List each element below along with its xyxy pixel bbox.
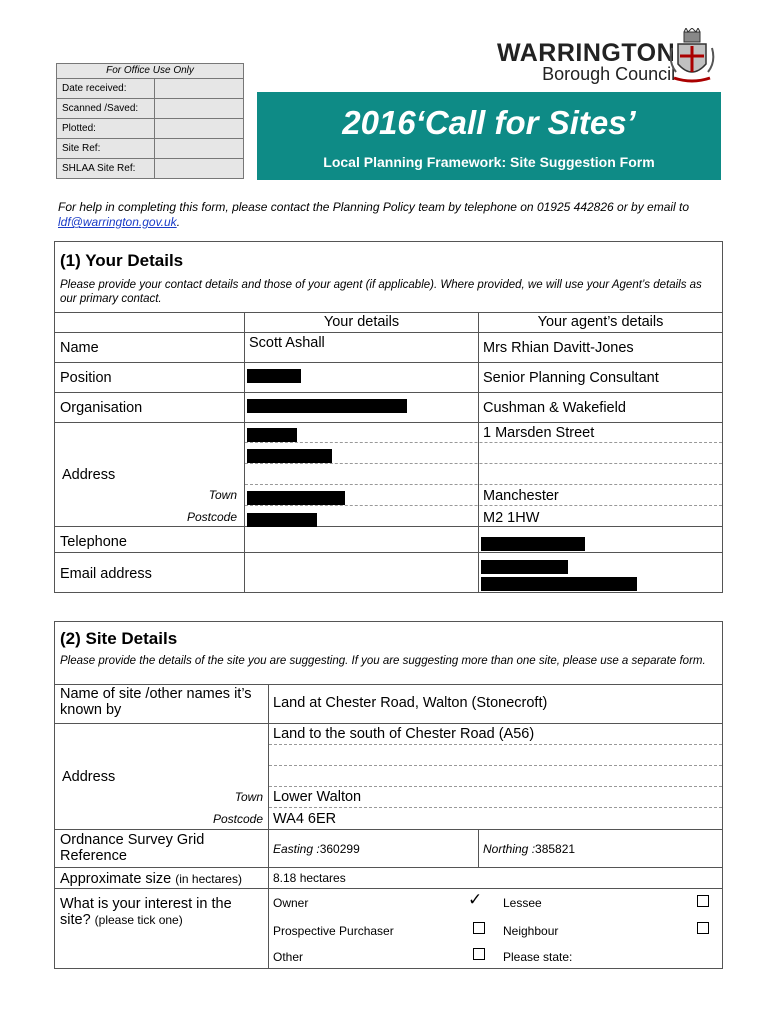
- label-approx-size: [60, 871, 242, 887]
- site-town-value[interactable]: Lower Walton: [273, 789, 362, 805]
- northing-value: 385821: [535, 842, 576, 856]
- option-prospective-label: Prospective Purchaser: [273, 924, 394, 938]
- label-interest-hint: (please tick one): [94, 913, 183, 927]
- label-site-postcode: Postcode: [212, 812, 263, 826]
- col-agent-details: Your agent’s details: [537, 314, 664, 330]
- office-row: [57, 79, 243, 99]
- site-details-section: [54, 621, 723, 969]
- office-row-value[interactable]: [155, 119, 243, 138]
- section2-description: Please provide the details of the site you are suggesting. If you are suggesting more than one site, please use a separate form.: [60, 655, 706, 667]
- col-your-details: Your details: [323, 314, 400, 330]
- section2-title: (2) Site Details: [60, 629, 178, 648]
- office-row-value[interactable]: [155, 159, 243, 178]
- office-row: [57, 119, 243, 139]
- label-telephone: Telephone: [60, 534, 127, 550]
- label-town: Town: [208, 488, 237, 502]
- label-interest: [60, 896, 265, 928]
- help-email-link[interactable]: ldf@warrington.gov.uk: [58, 215, 177, 229]
- site-name-value[interactable]: Land at Chester Road, Walton (Stonecroft): [273, 695, 548, 711]
- label-name: Name: [60, 340, 99, 356]
- help-text: [58, 200, 708, 230]
- option-owner-label: Owner: [273, 896, 309, 910]
- office-row-label: Plotted:: [57, 119, 155, 138]
- label-position: Position: [60, 370, 112, 386]
- label-site-name: Name of site /other names it’s known by: [60, 686, 252, 718]
- label-grid-reference: Ordnance Survey Grid Reference: [60, 832, 205, 864]
- option-other-label: Other: [273, 950, 304, 964]
- office-row: [57, 139, 243, 159]
- redacted-agent-email-1: [481, 560, 568, 574]
- council-logo: [497, 40, 675, 83]
- office-row: [57, 99, 243, 119]
- label-address: Address: [62, 467, 116, 483]
- label-email: Email address: [60, 566, 152, 582]
- redacted-agent-telephone: [481, 537, 585, 551]
- label-approx-size-unit: (in hectares): [175, 872, 242, 886]
- office-row-value[interactable]: [155, 139, 243, 158]
- option-neighbour-label: Neighbour: [503, 924, 559, 938]
- label-postcode: Postcode: [186, 510, 237, 524]
- logo-line2: Borough Council: [542, 64, 676, 84]
- section1-title: (1) Your Details: [60, 251, 184, 270]
- your-details-section: [54, 241, 723, 593]
- redacted-agent-email-2: [481, 577, 637, 591]
- redacted-your-organisation: [247, 399, 407, 413]
- checkmark-icon[interactable]: ✓: [468, 890, 483, 909]
- agent-town-value[interactable]: Manchester: [483, 488, 559, 504]
- redacted-your-address-1: [247, 428, 297, 442]
- other-checkbox[interactable]: [473, 948, 485, 960]
- prospective-purchaser-checkbox[interactable]: [473, 922, 485, 934]
- agent-organisation-value[interactable]: Cushman & Wakefield: [483, 400, 626, 416]
- redacted-your-town: [247, 491, 345, 505]
- logo-line1: WARRINGTON: [497, 39, 676, 67]
- office-row-value[interactable]: [155, 79, 243, 98]
- office-use-table: [56, 63, 244, 179]
- section1-description: Please provide your contact details and those of your agent (if applicable). Where provided, we will use your Agent’s details as our primary contact.: [60, 279, 702, 305]
- agent-address-line1[interactable]: 1 Marsden Street: [483, 425, 595, 441]
- office-row-label: SHLAA Site Ref:: [57, 159, 155, 178]
- northing-field[interactable]: [483, 842, 575, 856]
- easting-label: Easting :: [273, 842, 320, 856]
- label-organisation: Organisation: [60, 400, 143, 416]
- office-row-label: Scanned /Saved:: [57, 99, 155, 118]
- easting-value: 360299: [319, 842, 360, 856]
- site-size-value[interactable]: 8.18 hectares: [273, 871, 346, 885]
- label-site-address: Address: [62, 769, 116, 785]
- northing-label: Northing :: [483, 842, 536, 856]
- office-row-value[interactable]: [155, 99, 243, 118]
- site-address-line1[interactable]: Land to the south of Chester Road (A56): [273, 726, 535, 742]
- agent-name-value[interactable]: Mrs Rhian Davitt-Jones: [483, 340, 634, 356]
- redacted-your-address-2: [247, 449, 332, 463]
- agent-position-value[interactable]: Senior Planning Consultant: [483, 370, 659, 386]
- agent-postcode-value[interactable]: M2 1HW: [483, 510, 540, 526]
- please-state-label: Please state:: [503, 950, 573, 964]
- site-postcode-value[interactable]: WA4 6ER: [273, 811, 337, 827]
- label-site-town: Town: [234, 790, 263, 804]
- office-row-label: Site Ref:: [57, 139, 155, 158]
- form-subtitle: Local Planning Framework: Site Suggestion Form: [323, 154, 655, 170]
- your-name-value[interactable]: Scott Ashall: [249, 335, 325, 351]
- office-row-label: Date received:: [57, 79, 155, 98]
- neighbour-checkbox[interactable]: [697, 922, 709, 934]
- form-title: 2016‘Call for Sites’: [342, 104, 636, 141]
- label-interest-text: What is your interest in the site?: [60, 896, 232, 928]
- help-text-body: For help in completing this form, please contact the Planning Policy team by telephone on 01925 442826 or by email to: [58, 200, 690, 214]
- office-row: [57, 159, 243, 178]
- office-use-title: For Office Use Only: [57, 64, 243, 79]
- help-text-end: .: [176, 215, 181, 229]
- label-approx-size-text: Approximate size: [60, 871, 172, 887]
- option-lessee-label: Lessee: [503, 896, 542, 910]
- coat-of-arms-icon: [668, 28, 716, 84]
- lessee-checkbox[interactable]: [697, 895, 709, 907]
- easting-field[interactable]: [273, 842, 360, 856]
- redacted-your-position: [247, 369, 301, 383]
- form-banner: [257, 92, 721, 180]
- redacted-your-postcode: [247, 513, 317, 527]
